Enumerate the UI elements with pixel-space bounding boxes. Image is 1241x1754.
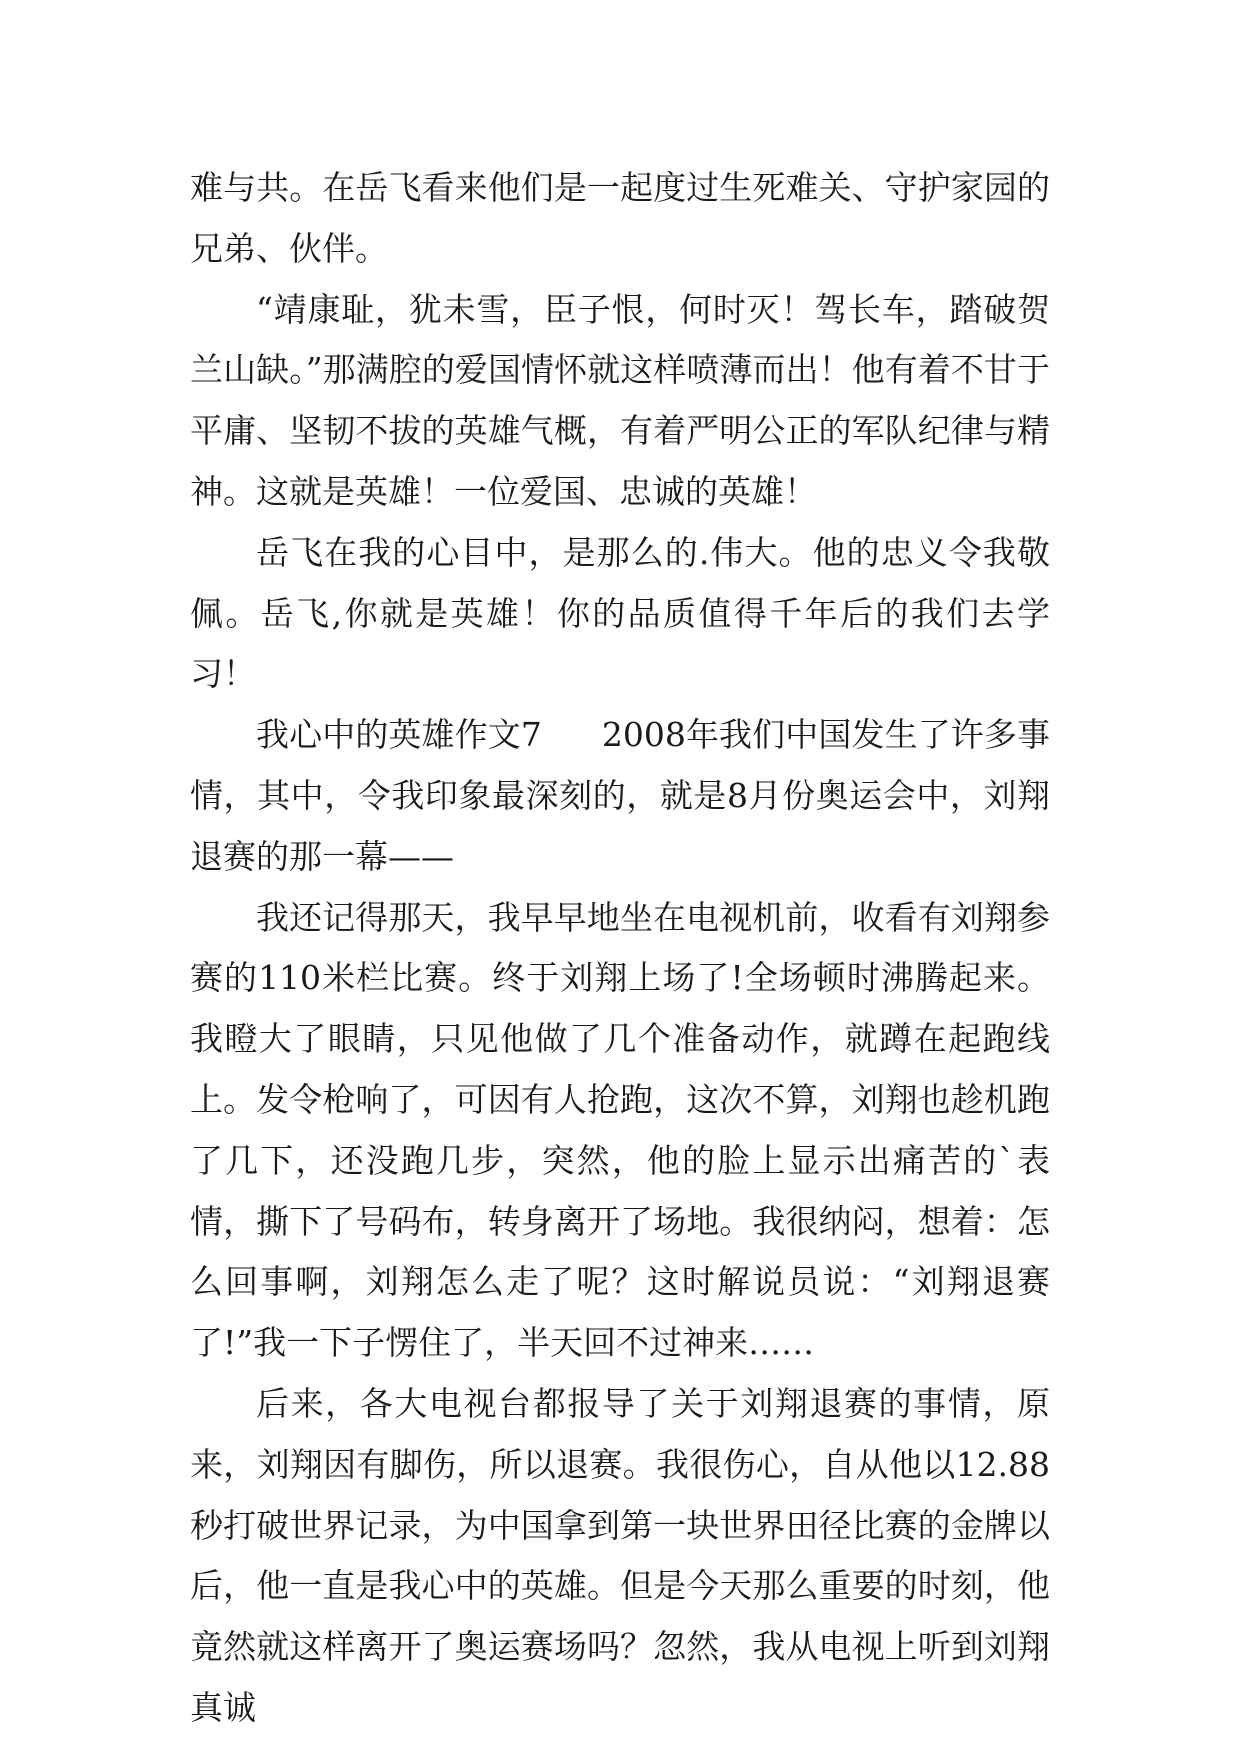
paragraph: “靖康耻，犹未雪，臣子恨，何时灭！驾长车，踏破贺兰山缺。”那满腔的爱国情怀就这样喷薄而出！他有着不甘于平庸、坚韧不拔的英雄气概，有着严明公正的军队纪律与精神。这就是英雄！一位爱国、忠诚的英雄！ — [190, 289, 1050, 511]
essay-body — [190, 158, 1050, 1739]
paragraph: 我还记得那天，我早早地坐在电视机前，收看有刘翔参赛的110米栏比赛。终于刘翔上场了!全场顿时沸腾起来。我瞪大了眼睛，只见他做了几个准备动作，就蹲在起跑线上。发令枪响了，可因有人抢跑，这次不算，刘翔也趁机跑了几下，还没跑几步，突然，他的脸上显示出痛苦的`表情，撕下了号码布，转身离开了场地。我很纳闷，想着：怎么回事啊，刘翔怎么走了呢？这时解说员说：“刘翔退赛了!”我一下子愣住了，半天回不过神来…… — [190, 897, 1050, 1363]
paragraph: 后来，各大电视台都报导了关于刘翔退赛的事情，原来，刘翔因有脚伤，所以退赛。我很伤心，自从他以12.88秒打破世界记录，为中国拿到第一块世界田径比赛的金牌以后，他一直是我心中的英雄。但是今天那么重要的时刻，他竟然就这样离开了奥运赛场吗？忽然，我从电视上听到刘翔真诚 — [190, 1383, 1050, 1727]
paragraph: 岳飞在我的心目中，是那么的.伟大。他的忠义令我敬佩。岳飞,你就是英雄！你的品质值得千年后的我们去学习！ — [190, 532, 1050, 694]
essay-title: 我心中的英雄作文7 — [256, 715, 542, 755]
paragraph: 难与共。在岳飞看来他们是一起度过生死难关、守护家园的兄弟、伙伴。 — [190, 168, 1050, 268]
essay-heading-paragraph — [190, 705, 1050, 887]
essay-first-paragraph: 2008年我们中国发生了许多事情，其中，令我印象最深刻的，就是8月份奥运会中，刘翔退赛的那一幕—— — [190, 715, 1051, 876]
